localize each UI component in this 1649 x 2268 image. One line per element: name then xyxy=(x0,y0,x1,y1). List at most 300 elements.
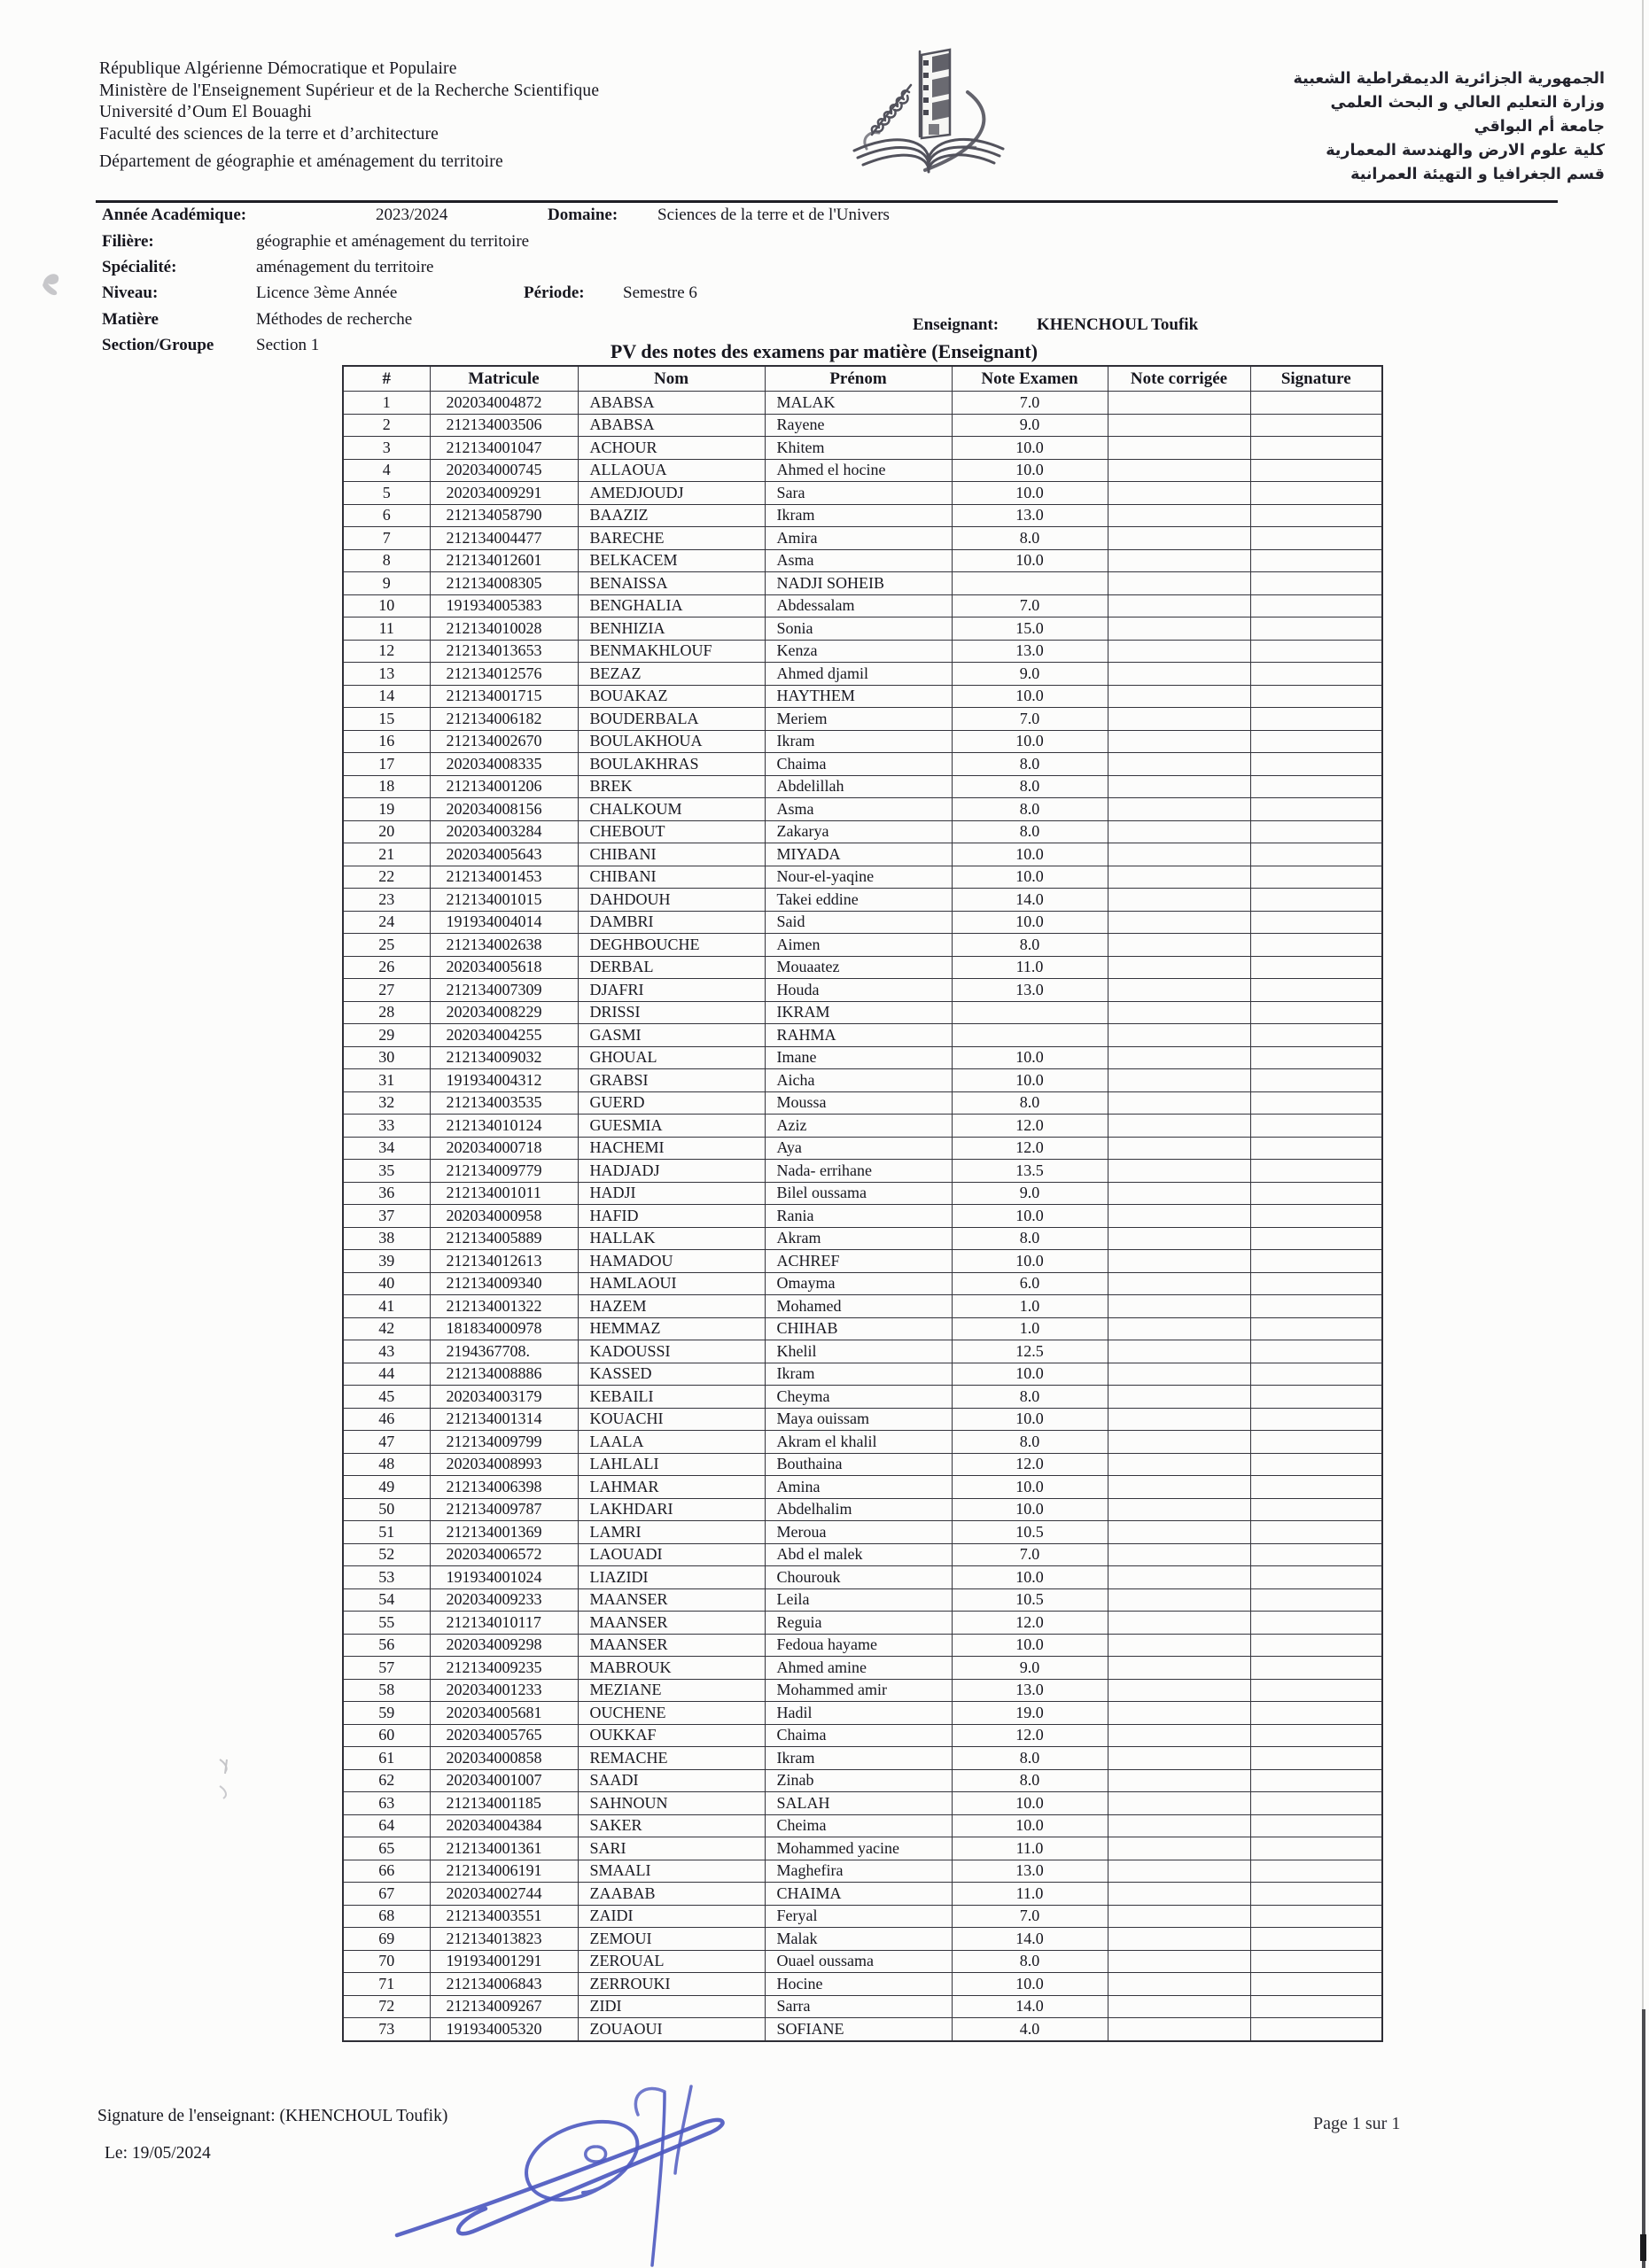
cell-matricule: 202034005765 xyxy=(430,1724,578,1747)
cell-note-corrigee xyxy=(1108,437,1250,460)
cell-note-corrigee xyxy=(1108,1657,1250,1680)
cell-note-corrigee xyxy=(1108,1069,1250,1092)
table-row xyxy=(343,482,1382,505)
cell-matricule: 191934005320 xyxy=(430,2018,578,2041)
cell-note-examen: 10.5 xyxy=(952,1588,1108,1612)
header-line-university-ar: جامعة أم البواقي xyxy=(1474,118,1605,136)
cell-signature xyxy=(1250,1317,1382,1340)
cell-note-corrigee xyxy=(1108,798,1250,821)
cell-note-corrigee xyxy=(1108,1115,1250,1138)
cell-num: 33 xyxy=(343,1115,430,1138)
cell-num: 62 xyxy=(343,1769,430,1792)
table-row xyxy=(343,1837,1382,1860)
cell-note-examen: 13.5 xyxy=(952,1160,1108,1183)
cell-note-examen: 8.0 xyxy=(952,1386,1108,1409)
cell-nom: MAANSER xyxy=(578,1634,765,1657)
cell-note-corrigee xyxy=(1108,1227,1250,1250)
cell-signature xyxy=(1250,708,1382,731)
cell-matricule: 191934005383 xyxy=(430,594,578,617)
header-line-department-ar: قسم الجغرافيا و التهيئة العمرانية xyxy=(1350,166,1605,183)
cell-signature xyxy=(1250,1137,1382,1160)
scan-edge-line xyxy=(1642,0,1644,2268)
cell-note-corrigee xyxy=(1108,911,1250,934)
cell-note-corrigee xyxy=(1108,1317,1250,1340)
cell-signature xyxy=(1250,1205,1382,1228)
cell-matricule: 212134012576 xyxy=(430,663,578,686)
cell-note-corrigee xyxy=(1108,1883,1250,1906)
cell-note-corrigee xyxy=(1108,1272,1250,1295)
cell-signature xyxy=(1250,775,1382,798)
cell-note-corrigee xyxy=(1108,1702,1250,1725)
col-header-note-examen: Note Examen xyxy=(952,366,1108,392)
cell-note-corrigee xyxy=(1108,730,1250,753)
cell-note-corrigee xyxy=(1108,1724,1250,1747)
cell-prenom: Leila xyxy=(765,1588,952,1612)
cell-num: 12 xyxy=(343,640,430,663)
cell-signature xyxy=(1250,1837,1382,1860)
cell-matricule: 212134003506 xyxy=(430,414,578,437)
cell-note-examen: 8.0 xyxy=(952,934,1108,957)
cell-matricule: 202034000745 xyxy=(430,459,578,482)
cell-prenom: Reguia xyxy=(765,1612,952,1635)
cell-nom: ZERROUKI xyxy=(578,1973,765,1996)
cell-signature xyxy=(1250,549,1382,572)
cell-nom: ZIDI xyxy=(578,1995,765,2018)
cell-nom: CHIBANI xyxy=(578,866,765,889)
cell-matricule: 202034001233 xyxy=(430,1679,578,1702)
cell-signature xyxy=(1250,663,1382,686)
periode-label: Période: xyxy=(524,284,585,302)
cell-matricule: 202034009233 xyxy=(430,1588,578,1612)
table-row xyxy=(343,934,1382,957)
cell-signature xyxy=(1250,1091,1382,1115)
cell-matricule: 202034000958 xyxy=(430,1205,578,1228)
cell-note-corrigee xyxy=(1108,843,1250,866)
cell-nom: DAMBRI xyxy=(578,911,765,934)
cell-signature xyxy=(1250,1453,1382,1476)
table-row xyxy=(343,1069,1382,1092)
header-line-republic: République Algérienne Démocratique et Populaire xyxy=(99,59,457,78)
cell-note-examen: 14.0 xyxy=(952,889,1108,912)
cell-prenom: Zakarya xyxy=(765,820,952,843)
cell-matricule: 212134009799 xyxy=(430,1431,578,1454)
table-row xyxy=(343,753,1382,776)
table-row xyxy=(343,1950,1382,1973)
cell-signature xyxy=(1250,1905,1382,1928)
cell-prenom: Asma xyxy=(765,549,952,572)
table-row xyxy=(343,1566,1382,1589)
cell-num: 10 xyxy=(343,594,430,617)
cell-signature xyxy=(1250,1566,1382,1589)
cell-num: 8 xyxy=(343,549,430,572)
cell-num: 7 xyxy=(343,527,430,550)
cell-matricule: 212134006191 xyxy=(430,1860,578,1883)
cell-signature xyxy=(1250,1115,1382,1138)
matiere-label: Matière xyxy=(102,310,159,329)
cell-prenom: Takei eddine xyxy=(765,889,952,912)
table-row xyxy=(343,1724,1382,1747)
cell-note-corrigee xyxy=(1108,1182,1250,1205)
cell-note-examen: 10.0 xyxy=(952,843,1108,866)
cell-num: 30 xyxy=(343,1046,430,1069)
cell-note-examen: 8.0 xyxy=(952,1747,1108,1770)
cell-matricule: 202034005643 xyxy=(430,843,578,866)
table-row xyxy=(343,663,1382,686)
cell-num: 66 xyxy=(343,1860,430,1883)
cell-signature xyxy=(1250,843,1382,866)
cell-num: 70 xyxy=(343,1950,430,1973)
date-label: Le: 19/05/2024 xyxy=(105,2144,211,2163)
cell-prenom: Ikram xyxy=(765,1363,952,1386)
cell-nom: ZEMOUI xyxy=(578,1928,765,1951)
cell-matricule: 212134013653 xyxy=(430,640,578,663)
cell-num: 40 xyxy=(343,1272,430,1295)
cell-signature xyxy=(1250,1227,1382,1250)
cell-prenom: Malak xyxy=(765,1928,952,1951)
cell-prenom: Akram el khalil xyxy=(765,1431,952,1454)
cell-note-examen: 13.0 xyxy=(952,1860,1108,1883)
cell-note-examen: 12.0 xyxy=(952,1137,1108,1160)
cell-num: 64 xyxy=(343,1814,430,1837)
cell-nom: SARI xyxy=(578,1837,765,1860)
cell-nom: AMEDJOUDJ xyxy=(578,482,765,505)
cell-note-examen: 10.0 xyxy=(952,549,1108,572)
cell-nom: HADJI xyxy=(578,1182,765,1205)
table-row xyxy=(343,1295,1382,1318)
cell-nom: BENGHALIA xyxy=(578,594,765,617)
cell-nom: LAHLALI xyxy=(578,1453,765,1476)
cell-note-corrigee xyxy=(1108,1769,1250,1792)
cell-nom: MABROUK xyxy=(578,1657,765,1680)
cell-matricule: 212134006182 xyxy=(430,708,578,731)
cell-matricule: 212134001369 xyxy=(430,1521,578,1544)
cell-prenom: Ikram xyxy=(765,504,952,527)
cell-num: 51 xyxy=(343,1521,430,1544)
cell-prenom: RAHMA xyxy=(765,1024,952,1047)
cell-prenom: SOFIANE xyxy=(765,2018,952,2041)
cell-note-examen: 10.0 xyxy=(952,1973,1108,1996)
cell-note-examen: 9.0 xyxy=(952,1657,1108,1680)
cell-note-corrigee xyxy=(1108,685,1250,708)
cell-matricule: 212134009267 xyxy=(430,1995,578,2018)
cell-nom: BENMAKHLOUF xyxy=(578,640,765,663)
scan-edge-dark xyxy=(1642,2009,1645,2268)
cell-matricule: 212134010124 xyxy=(430,1115,578,1138)
cell-matricule: 212134010117 xyxy=(430,1612,578,1635)
cell-note-corrigee xyxy=(1108,1498,1250,1521)
annee-label: Année Académique: xyxy=(102,206,247,224)
cell-matricule: 212134009340 xyxy=(430,1272,578,1295)
table-row xyxy=(343,392,1382,415)
cell-matricule: 202034009298 xyxy=(430,1634,578,1657)
cell-nom: BEZAZ xyxy=(578,663,765,686)
cell-prenom: Cheyma xyxy=(765,1386,952,1409)
cell-num: 37 xyxy=(343,1205,430,1228)
cell-matricule: 212134008886 xyxy=(430,1363,578,1386)
cell-num: 47 xyxy=(343,1431,430,1454)
table-row xyxy=(343,1657,1382,1680)
cell-num: 38 xyxy=(343,1227,430,1250)
table-row xyxy=(343,1386,1382,1409)
col-header-matricule: Matricule xyxy=(430,366,578,392)
cell-note-examen: 13.0 xyxy=(952,640,1108,663)
cell-matricule: 202034004872 xyxy=(430,392,578,415)
cell-nom: SAADI xyxy=(578,1769,765,1792)
specialite-label: Spécialité: xyxy=(102,258,177,276)
cell-matricule: 212134006398 xyxy=(430,1476,578,1499)
table-row xyxy=(343,979,1382,1002)
cell-prenom: Ikram xyxy=(765,1747,952,1770)
table-row xyxy=(343,1679,1382,1702)
cell-signature xyxy=(1250,1792,1382,1815)
cell-note-corrigee xyxy=(1108,979,1250,1002)
cell-prenom: IKRAM xyxy=(765,1001,952,1024)
cell-note-corrigee xyxy=(1108,1679,1250,1702)
table-row xyxy=(343,1046,1382,1069)
cell-signature xyxy=(1250,1679,1382,1702)
cell-num: 17 xyxy=(343,753,430,776)
cell-num: 21 xyxy=(343,843,430,866)
cell-signature xyxy=(1250,482,1382,505)
cell-num: 43 xyxy=(343,1340,430,1363)
cell-num: 63 xyxy=(343,1792,430,1815)
table-row xyxy=(343,1928,1382,1951)
table-row xyxy=(343,1905,1382,1928)
table-row xyxy=(343,1814,1382,1837)
cell-note-examen: 12.0 xyxy=(952,1724,1108,1747)
cell-nom: LIAZIDI xyxy=(578,1566,765,1589)
cell-signature xyxy=(1250,730,1382,753)
cell-note-corrigee xyxy=(1108,866,1250,889)
cell-signature xyxy=(1250,1476,1382,1499)
cell-note-examen: 15.0 xyxy=(952,617,1108,641)
cell-signature xyxy=(1250,1588,1382,1612)
cell-note-examen: 14.0 xyxy=(952,1928,1108,1951)
cell-matricule: 202034001007 xyxy=(430,1769,578,1792)
filiere-label: Filière: xyxy=(102,232,154,251)
cell-signature xyxy=(1250,617,1382,641)
cell-prenom: Kenza xyxy=(765,640,952,663)
table-row xyxy=(343,459,1382,482)
cell-prenom: Hadil xyxy=(765,1702,952,1725)
cell-note-examen: 8.0 xyxy=(952,1769,1108,1792)
cell-note-corrigee xyxy=(1108,1837,1250,1860)
cell-nom: LAKHDARI xyxy=(578,1498,765,1521)
header-arabic xyxy=(1293,67,1605,187)
cell-signature xyxy=(1250,392,1382,415)
cell-nom: OUKKAF xyxy=(578,1724,765,1747)
table-row xyxy=(343,1883,1382,1906)
cell-nom: BENHIZIA xyxy=(578,617,765,641)
cell-note-corrigee xyxy=(1108,1431,1250,1454)
cell-nom: KEBAILI xyxy=(578,1386,765,1409)
cell-nom: BELKACEM xyxy=(578,549,765,572)
cell-prenom: Abdelhalim xyxy=(765,1498,952,1521)
cell-prenom: Aicha xyxy=(765,1069,952,1092)
cell-nom: CHALKOUM xyxy=(578,798,765,821)
cell-note-examen: 8.0 xyxy=(952,1950,1108,1973)
cell-signature xyxy=(1250,2018,1382,2041)
cell-nom: HAZEM xyxy=(578,1295,765,1318)
cell-prenom: Zinab xyxy=(765,1769,952,1792)
cell-signature xyxy=(1250,1001,1382,1024)
cell-prenom: Akram xyxy=(765,1227,952,1250)
cell-note-examen: 13.0 xyxy=(952,979,1108,1002)
cell-nom: GRABSI xyxy=(578,1069,765,1092)
cell-nom: LAHMAR xyxy=(578,1476,765,1499)
cell-num: 9 xyxy=(343,572,430,595)
cell-num: 29 xyxy=(343,1024,430,1047)
cell-matricule: 212134001185 xyxy=(430,1792,578,1815)
cell-matricule: 191934004014 xyxy=(430,911,578,934)
table-row xyxy=(343,843,1382,866)
cell-num: 42 xyxy=(343,1317,430,1340)
cell-signature xyxy=(1250,1024,1382,1047)
cell-prenom: Omayma xyxy=(765,1272,952,1295)
cell-prenom: Asma xyxy=(765,798,952,821)
cell-prenom: MIYADA xyxy=(765,843,952,866)
col-header-nom: Nom xyxy=(578,366,765,392)
table-row xyxy=(343,1137,1382,1160)
header-divider xyxy=(96,200,1558,203)
cell-matricule: 212134005889 xyxy=(430,1227,578,1250)
cell-note-examen: 10.0 xyxy=(952,459,1108,482)
cell-note-examen: 10.0 xyxy=(952,1363,1108,1386)
cell-prenom: Amina xyxy=(765,1476,952,1499)
cell-note-corrigee xyxy=(1108,1792,1250,1815)
cell-note-corrigee xyxy=(1108,1340,1250,1363)
table-body xyxy=(343,392,1382,2041)
table-row xyxy=(343,1860,1382,1883)
header-line-republic-ar: الجمهورية الجزائرية الديمقراطية الشعبية xyxy=(1293,70,1605,88)
cell-prenom: ACHREF xyxy=(765,1250,952,1273)
cell-nom: KADOUSSI xyxy=(578,1340,765,1363)
cell-note-corrigee xyxy=(1108,527,1250,550)
cell-note-corrigee xyxy=(1108,1634,1250,1657)
cell-note-corrigee xyxy=(1108,1476,1250,1499)
table-row xyxy=(343,1001,1382,1024)
cell-nom: GASMI xyxy=(578,1024,765,1047)
cell-num: 4 xyxy=(343,459,430,482)
cell-nom: ZOUAOUI xyxy=(578,2018,765,2041)
cell-signature xyxy=(1250,1973,1382,1996)
cell-nom: HACHEMI xyxy=(578,1137,765,1160)
cell-matricule: 202034000858 xyxy=(430,1747,578,1770)
cell-note-examen: 10.0 xyxy=(952,437,1108,460)
cell-note-corrigee xyxy=(1108,1295,1250,1318)
cell-note-corrigee xyxy=(1108,753,1250,776)
cell-note-examen: 10.0 xyxy=(952,1046,1108,1069)
table-row xyxy=(343,1634,1382,1657)
cell-note-corrigee xyxy=(1108,1091,1250,1115)
cell-note-examen xyxy=(952,1001,1108,1024)
table-row xyxy=(343,1363,1382,1386)
cell-num: 71 xyxy=(343,1973,430,1996)
table-row xyxy=(343,1272,1382,1295)
cell-matricule: 202034009291 xyxy=(430,482,578,505)
cell-num: 54 xyxy=(343,1588,430,1612)
cell-prenom: Abdessalam xyxy=(765,594,952,617)
cell-note-corrigee xyxy=(1108,1137,1250,1160)
cell-note-examen xyxy=(952,1024,1108,1047)
cell-signature xyxy=(1250,1046,1382,1069)
cell-note-examen: 14.0 xyxy=(952,1995,1108,2018)
table-row xyxy=(343,1973,1382,1996)
table-row xyxy=(343,640,1382,663)
header-line-department: Département de géographie et aménagement du territoire xyxy=(99,152,503,171)
cell-note-corrigee xyxy=(1108,1612,1250,1635)
cell-num: 39 xyxy=(343,1250,430,1273)
cell-nom: ALLAOUA xyxy=(578,459,765,482)
table-row xyxy=(343,956,1382,979)
cell-nom: GUERD xyxy=(578,1091,765,1115)
header-french xyxy=(99,58,599,174)
cell-matricule: 202034002744 xyxy=(430,1883,578,1906)
cell-signature xyxy=(1250,1408,1382,1431)
table-row xyxy=(343,617,1382,641)
cell-prenom: Cheima xyxy=(765,1814,952,1837)
col-header-signature: Signature xyxy=(1250,366,1382,392)
table-row xyxy=(343,1702,1382,1725)
cell-signature xyxy=(1250,1272,1382,1295)
cell-matricule: 202034003284 xyxy=(430,820,578,843)
cell-note-corrigee xyxy=(1108,549,1250,572)
cell-matricule: 202034006572 xyxy=(430,1543,578,1566)
cell-nom: KOUACHI xyxy=(578,1408,765,1431)
table-row xyxy=(343,504,1382,527)
cell-prenom: Rania xyxy=(765,1205,952,1228)
cell-note-corrigee xyxy=(1108,504,1250,527)
cell-note-corrigee xyxy=(1108,820,1250,843)
niveau-label: Niveau: xyxy=(102,284,159,302)
cell-note-corrigee xyxy=(1108,594,1250,617)
cell-nom: ABABSA xyxy=(578,414,765,437)
cell-num: 69 xyxy=(343,1928,430,1951)
cell-matricule: 191934004312 xyxy=(430,1069,578,1092)
table-row xyxy=(343,594,1382,617)
cell-prenom: Khitem xyxy=(765,437,952,460)
cell-note-corrigee xyxy=(1108,1386,1250,1409)
cell-nom: MEZIANE xyxy=(578,1679,765,1702)
cell-nom: BAAZIZ xyxy=(578,504,765,527)
cell-nom: KASSED xyxy=(578,1363,765,1386)
cell-signature xyxy=(1250,1950,1382,1973)
cell-num: 49 xyxy=(343,1476,430,1499)
cell-num: 59 xyxy=(343,1702,430,1725)
cell-matricule: 202034004255 xyxy=(430,1024,578,1047)
cell-note-examen: 8.0 xyxy=(952,1091,1108,1115)
header-line-university: Université d’Oum El Bouaghi xyxy=(99,103,312,121)
cell-signature xyxy=(1250,979,1382,1002)
cell-prenom: Mohammed yacine xyxy=(765,1837,952,1860)
cell-note-examen: 11.0 xyxy=(952,956,1108,979)
cell-prenom: Aya xyxy=(765,1137,952,1160)
cell-note-corrigee xyxy=(1108,1905,1250,1928)
cell-nom: BOUAKAZ xyxy=(578,685,765,708)
cell-prenom: Rayene xyxy=(765,414,952,437)
table-row xyxy=(343,1769,1382,1792)
cell-note-corrigee xyxy=(1108,1046,1250,1069)
cell-num: 58 xyxy=(343,1679,430,1702)
table-row xyxy=(343,1543,1382,1566)
cell-signature xyxy=(1250,1160,1382,1183)
cell-prenom: Said xyxy=(765,911,952,934)
cell-signature xyxy=(1250,798,1382,821)
table-row xyxy=(343,1521,1382,1544)
cell-nom: LAMRI xyxy=(578,1521,765,1544)
cell-matricule: 202034004384 xyxy=(430,1814,578,1837)
cell-matricule: 2194367708. xyxy=(430,1340,578,1363)
